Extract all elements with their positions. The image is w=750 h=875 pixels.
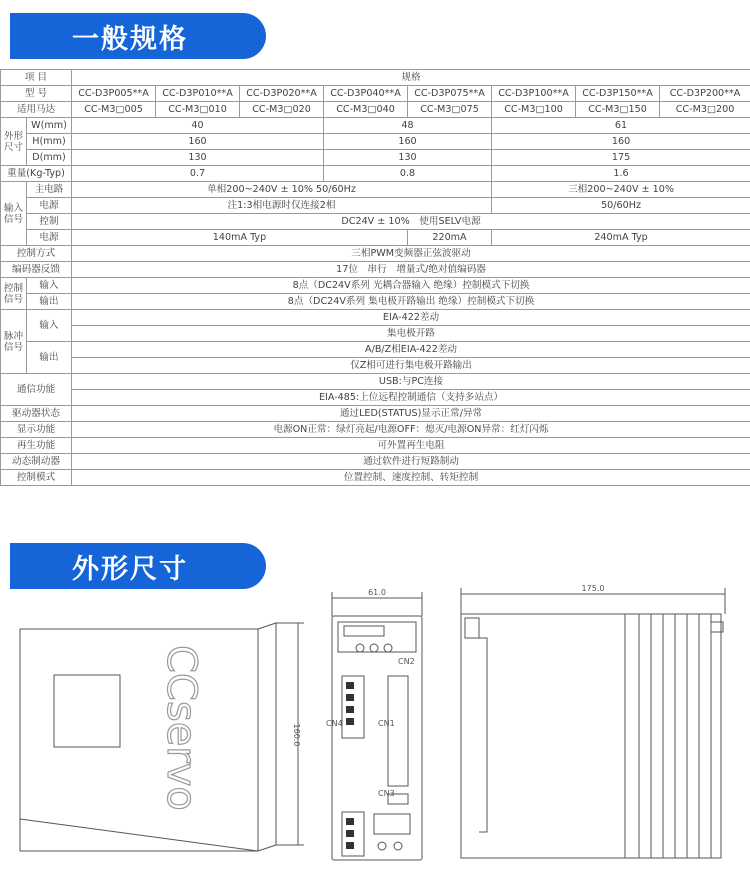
ctrl-in-label: 输入	[27, 278, 72, 294]
w-value: 40	[72, 118, 324, 134]
motor-cell: CC-M3□005	[72, 102, 156, 118]
display-label: 显示功能	[1, 422, 72, 438]
table-row	[1, 198, 750, 214]
cn-label: CN2	[398, 657, 415, 666]
comm-value: USB:与PC连接	[72, 374, 750, 390]
weight-value: 1.6	[492, 166, 750, 182]
brake-label: 动态制动器	[1, 454, 72, 470]
motor-cell: CC-M3□040	[324, 102, 408, 118]
ctrl-out-label: 输出	[27, 294, 72, 310]
model-cell: CC-D3P005**A	[72, 86, 156, 102]
table-row	[1, 310, 750, 326]
table-row	[1, 390, 750, 406]
table-row	[1, 438, 750, 454]
table-row	[1, 150, 750, 166]
d-value: 130	[324, 150, 492, 166]
section-banner-dimensions: 外形尺寸	[10, 543, 266, 589]
encoder-value: 17位 串行 增量式/绝对值编码器	[72, 262, 750, 278]
h-value: 160	[492, 134, 750, 150]
current-value: 240mA Typ	[492, 230, 750, 246]
status-value: 通过LED(STATUS)显示正常/异常	[72, 406, 750, 422]
depth-outline	[461, 614, 721, 858]
pulse-signal-label: 脉冲信号	[1, 310, 27, 374]
height-dimension: 160.0	[292, 723, 301, 747]
motor-cell: CC-M3□020	[240, 102, 324, 118]
table-row	[1, 214, 750, 230]
ctrl-in-value: 8点（DC24V系列 光耦合器输入 绝缘）控制模式下切换	[72, 278, 750, 294]
d-value: 175	[492, 150, 750, 166]
model-cell: CC-D3P010**A	[156, 86, 240, 102]
regen-label: 再生功能	[1, 438, 72, 454]
spec-header: 规格	[72, 70, 750, 86]
mode-value: 位置控制、速度控制、转矩控制	[72, 470, 750, 486]
depth-dimension: 175.0	[581, 584, 605, 593]
motor-cell: CC-M3□010	[156, 102, 240, 118]
w-value: 48	[324, 118, 492, 134]
h-value: 160	[72, 134, 324, 150]
table-row	[1, 326, 750, 342]
ctrl-signal-label: 控制信号	[1, 278, 27, 310]
control-mode-value: 三相PWM变频器正弦波驱动	[72, 246, 750, 262]
main-circuit-value: 单相200~240V ± 10% 50/60Hz	[72, 182, 492, 198]
pulse-out-label: 输出	[27, 342, 72, 374]
table-row	[1, 246, 750, 262]
pulse-out-value: A/B/Z相EIA-422差动	[72, 342, 750, 358]
pulse-out-value: 仅Z相可进行集电极开路输出	[72, 358, 750, 374]
h-label: H(mm)	[27, 134, 72, 150]
spec-table	[0, 69, 750, 486]
table-row	[1, 342, 750, 358]
table-row	[1, 70, 750, 86]
cn-label: CN1	[378, 719, 395, 728]
model-cell: CC-D3P020**A	[240, 86, 324, 102]
power-note: 注1:3相电源时仅连接2相	[72, 198, 492, 214]
table-row	[1, 374, 750, 390]
display-value: 电源ON正常：绿灯亮起/电源OFF：熄灭/电源ON异常：红灯闪烁	[72, 422, 750, 438]
table-row	[1, 422, 750, 438]
d-value: 130	[72, 150, 324, 166]
model-cell: CC-D3P100**A	[492, 86, 576, 102]
table-row	[1, 358, 750, 374]
width-dimension: 61.0	[368, 588, 386, 597]
motor-label: 适用马达	[1, 102, 72, 118]
weight-label: 重量(Kg-Typ)	[1, 166, 72, 182]
weight-value: 0.8	[324, 166, 492, 182]
brake-value: 通过软件进行短路制动	[72, 454, 750, 470]
main-circuit-value: 三相200~240V ± 10%	[492, 182, 750, 198]
cn-label: CN4	[326, 719, 343, 728]
power2-label: 电源	[27, 230, 72, 246]
motor-cell: CC-M3□200	[660, 102, 750, 118]
regen-value: 可外置再生电阻	[72, 438, 750, 454]
d-label: D(mm)	[27, 150, 72, 166]
ctrl-out-value: 8点（DC24V系列 集电极开路输出 绝缘）控制模式下切换	[72, 294, 750, 310]
h-value: 160	[324, 134, 492, 150]
comm-label: 通信功能	[1, 374, 72, 406]
model-cell: CC-D3P040**A	[324, 86, 408, 102]
control-value: DC24V ± 10% 使用SELV电源	[72, 214, 750, 230]
power-label: 电源	[27, 198, 72, 214]
input-signal-label: 输入信号	[1, 182, 27, 246]
table-row	[1, 182, 750, 198]
depth-view-drawing	[455, 582, 745, 864]
section-banner-general-spec: 一般规格	[10, 13, 266, 59]
pulse-in-label: 输入	[27, 310, 72, 342]
cn-label: CN3	[378, 789, 395, 798]
model-cell: CC-D3P075**A	[408, 86, 492, 102]
side-outline	[20, 629, 258, 851]
pulse-in-value: 集电极开路	[72, 326, 750, 342]
w-label: W(mm)	[27, 118, 72, 134]
weight-value: 0.7	[72, 166, 324, 182]
logo-text: CCservo	[158, 645, 204, 811]
power-freq: 50/60Hz	[492, 198, 750, 214]
table-row	[1, 134, 750, 150]
table-row	[1, 102, 750, 118]
current-value: 220mA	[408, 230, 492, 246]
label-window	[54, 675, 120, 747]
cn-connector	[388, 676, 408, 786]
model-label: 型 号	[1, 86, 72, 102]
front-view-drawing	[318, 586, 438, 864]
encoder-label: 编码器反馈	[1, 262, 72, 278]
pulse-in-value: EIA-422差动	[72, 310, 750, 326]
main-circuit-label: 主电路	[27, 182, 72, 198]
table-row	[1, 278, 750, 294]
side-bevel	[258, 623, 276, 851]
table-row	[1, 86, 750, 102]
motor-cell: CC-M3□150	[576, 102, 660, 118]
w-value: 61	[492, 118, 750, 134]
status-label: 驱动器状态	[1, 406, 72, 422]
motor-cell: CC-M3□075	[408, 102, 492, 118]
control-label: 控制	[27, 214, 72, 230]
side-view-drawing	[18, 605, 310, 865]
comm-value: EIA-485:上位远程控制通信（支持多站点）	[72, 390, 750, 406]
table-row	[1, 454, 750, 470]
motor-cell: CC-M3□100	[492, 102, 576, 118]
item-header: 项 目	[1, 70, 72, 86]
model-cell: CC-D3P200**A	[660, 86, 750, 102]
table-row	[1, 118, 750, 134]
control-mode-label: 控制方式	[1, 246, 72, 262]
table-row	[1, 294, 750, 310]
shape-label: 外形尺寸	[1, 118, 27, 166]
table-row	[1, 262, 750, 278]
mode-label: 控制模式	[1, 470, 72, 486]
table-row	[1, 230, 750, 246]
table-row	[1, 406, 750, 422]
bottom-line	[20, 819, 258, 851]
table-row	[1, 166, 750, 182]
model-cell: CC-D3P150**A	[576, 86, 660, 102]
current-value: 140mA Typ	[72, 230, 408, 246]
table-row	[1, 470, 750, 486]
